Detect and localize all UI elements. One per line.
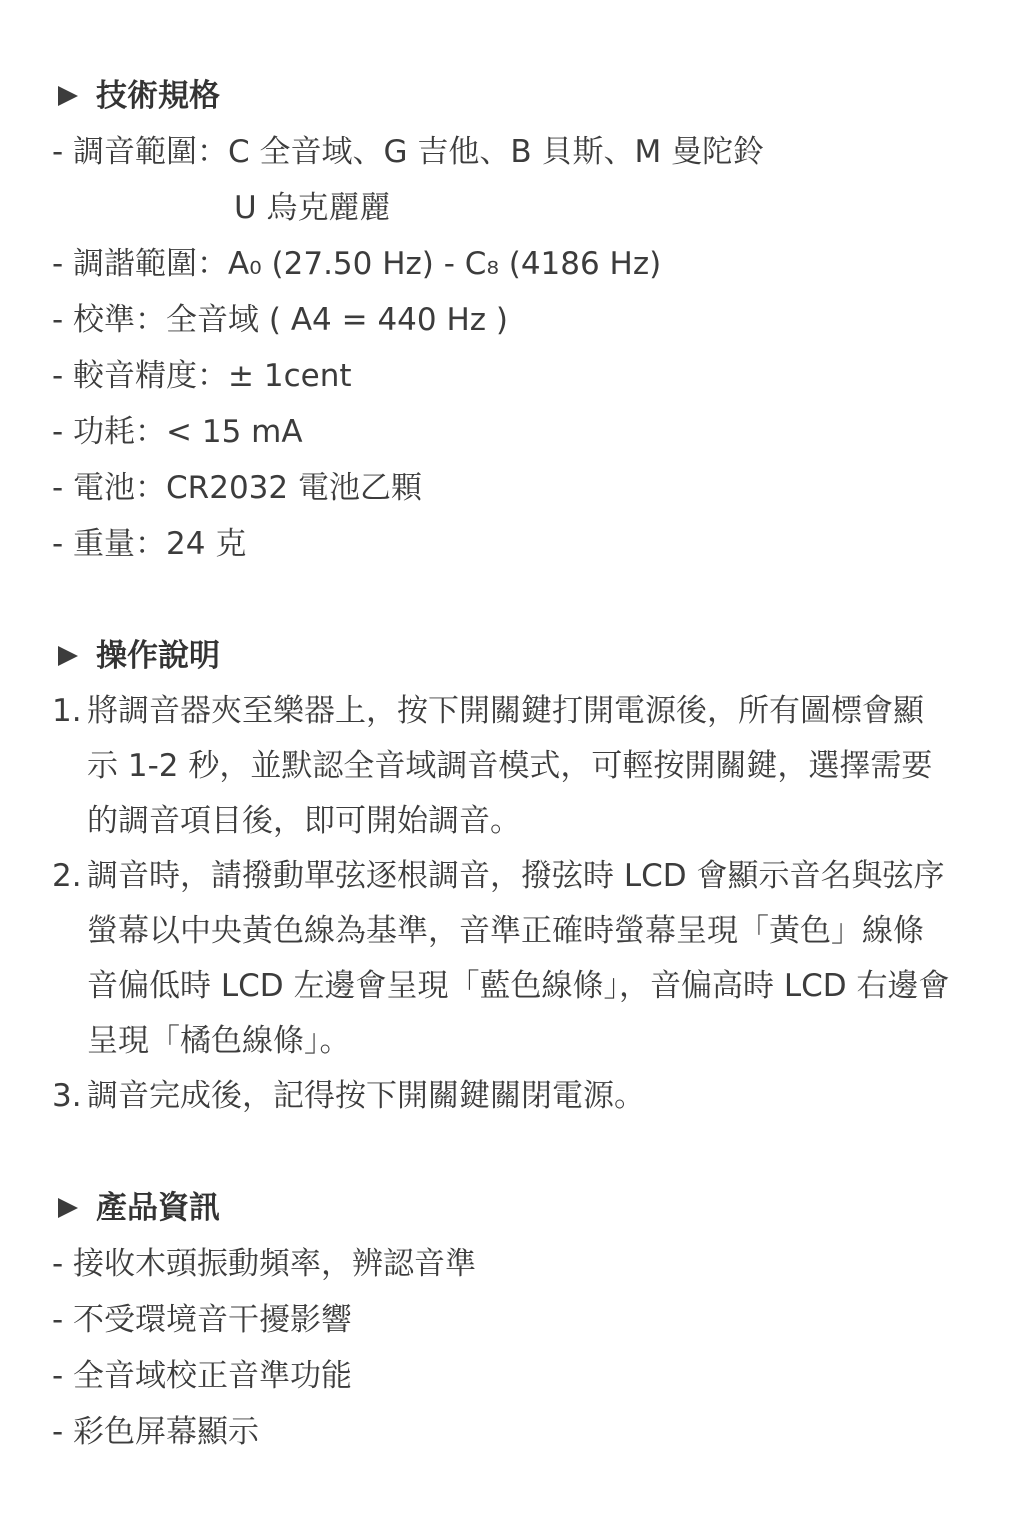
step-text-line: 音偏低時 LCD 左邊會呈現「藍色線條」，音偏高時 LCD 右邊會 <box>87 968 950 1004</box>
spec-power: - 功耗：< 15 mA <box>52 414 303 450</box>
section-spacer <box>52 1124 982 1180</box>
info-section-header <box>52 1180 982 1236</box>
specs-header-label: 技術規格 <box>96 78 220 114</box>
specs-section-header <box>52 68 982 124</box>
step-text-line: 將調音器夾至樂器上，按下開關鍵打開電源後，所有圖標會顯 <box>87 693 924 729</box>
step-number: 2. <box>52 858 82 894</box>
info-header-label: 產品資訊 <box>96 1190 220 1226</box>
step-text-line: 調音完成後，記得按下開關鍵關閉電源。 <box>87 1078 645 1114</box>
info-item: - 不受環境音干擾影響 <box>52 1302 353 1338</box>
operation-step-2 <box>52 849 982 1069</box>
info-item: - 全音域校正音準功能 <box>52 1358 353 1394</box>
triangle-right-icon <box>58 646 78 666</box>
spec-tuning-range-continued: U 烏克麗麗 <box>234 190 391 226</box>
step-text-line: 調音時，請撥動單弦逐根調音，撥弦時 LCD 會顯示音名與弦序 <box>87 858 945 894</box>
operation-header-label: 操作說明 <box>96 638 220 674</box>
spec-calibration: - 校準：全音域 ( A4 = 440 Hz ) <box>52 302 509 338</box>
triangle-right-icon <box>58 1198 78 1218</box>
spec-tuning-range: - 調音範圍：C 全音域、G 吉他、B 貝斯、M 曼陀鈴 <box>52 134 765 170</box>
spec-pitch-range: - 調諧範圍：A₀ (27.50 Hz) - C₈ (4186 Hz) <box>52 246 662 282</box>
operation-section-header <box>52 628 982 684</box>
step-text-line: 螢幕以中央黃色線為基準，音準正確時螢幕呈現「黃色」線條 <box>87 913 924 949</box>
spec-weight: - 重量：24 克 <box>52 526 247 562</box>
step-text-line: 的調音項目後，即可開始調音。 <box>87 803 521 839</box>
section-spacer <box>52 572 982 628</box>
step-number: 1. <box>52 693 82 729</box>
step-text-line: 呈現「橘色線條」。 <box>87 1023 351 1059</box>
spec-accuracy: - 較音精度：± 1cent <box>52 358 352 394</box>
info-item: - 接收木頭振動頻率，辨認音準 <box>52 1246 477 1282</box>
operation-step-1 <box>52 684 982 849</box>
step-text-line: 示 1-2 秒，並默認全音域調音模式，可輕按開關鍵，選擇需要 <box>87 748 933 784</box>
spec-battery: - 電池：CR2032 電池乙顆 <box>52 470 422 506</box>
product-spec-page <box>52 68 982 1460</box>
operation-step-3 <box>52 1069 982 1124</box>
step-number: 3. <box>52 1078 82 1114</box>
info-item: - 彩色屏幕顯示 <box>52 1414 260 1450</box>
triangle-right-icon <box>58 86 78 106</box>
